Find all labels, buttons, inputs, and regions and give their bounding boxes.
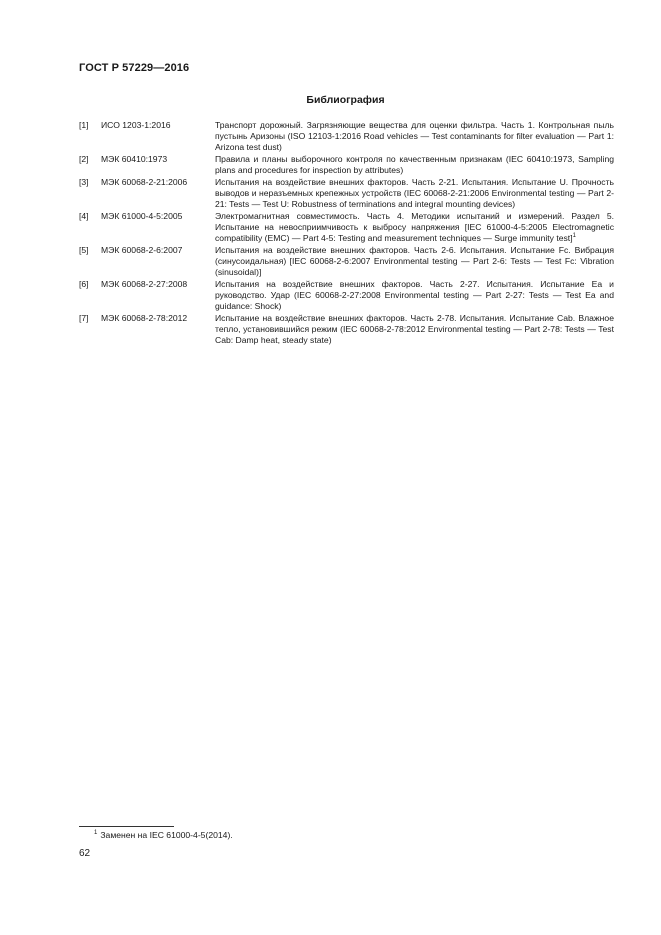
entry-number: [3] (79, 177, 89, 187)
entry-code: МЭК 60410:1973 (101, 154, 168, 164)
footnote-text: Заменен на IEC 61000-4-5(2014). (100, 830, 233, 840)
page-number: 62 (79, 848, 91, 859)
bibliography-entry (79, 279, 614, 312)
entry-text (215, 120, 614, 153)
section-title: Библиография (306, 94, 385, 106)
entry-text (215, 154, 614, 176)
entry-text-body: Испытание на воздействие внешних факторов. Часть 2-78. Испытания. Испытание Cab. Влажное тепло, установившийся режим (IEC 60068-2-78:2012 Environmental testing — Part 2-78: Tests — Test Cab: Damp heat, steady state) (215, 313, 614, 345)
entry-text-body: Испытания на воздействие внешних факторов. Часть 2-6. Испытания. Испытание Fc. Вибрация (синусоидальная) [IEC 60068-2-6:2007 Environmental testing — Part 2-6: Tests — Test Fc: Vibration (sinusoidal)] (215, 245, 614, 277)
footnote (94, 830, 233, 840)
entry-text-body: Правила и планы выборочного контроля по качественным признакам (IEC 60410:1973, Sampling plans and procedures for inspection by attributes) (215, 154, 614, 175)
entry-code: МЭК 60068-2-21:2006 (101, 177, 188, 187)
entry-text-body: Транспорт дорожный. Загрязняющие вещества для оценки фильтра. Часть 1. Контрольная пыль пустынь Аризоны (ISO 12103-1:2016 Road vehicles — Test contaminants for filter evaluation — Part 1: Arizona test dust) (215, 120, 614, 152)
entry-code: МЭК 61000-4-5:2005 (101, 211, 183, 221)
entry-code: МЭК 60068-2-78:2012 (101, 313, 188, 323)
entry-number: [2] (79, 154, 89, 164)
entry-number: [1] (79, 120, 89, 130)
entry-text (215, 279, 614, 312)
entry-text-body: Электромагнитная совместимость. Часть 4. Методики испытаний и измерений. Раздел 5. Испытание на невосприимчивость к выбросу напряжения [IEC 61000-4-5:2005 Electromagnetic compatibility (EMC) — Part 4-5: Testing and measurement techniques — Surge immunity test] (215, 211, 614, 243)
entry-code: ИСО 1203-1:2016 (101, 120, 171, 130)
entry-number: [7] (79, 313, 89, 323)
entry-text (215, 245, 614, 278)
entry-number: [5] (79, 245, 89, 255)
entry-code: МЭК 60068-2-6:2007 (101, 245, 183, 255)
footnote-marker: 1 (94, 830, 98, 837)
footnote-divider (79, 826, 174, 827)
bibliography-entry (79, 245, 614, 278)
entry-text (215, 177, 614, 210)
entry-code: МЭК 60068-2-27:2008 (101, 279, 188, 289)
bibliography-entry (79, 177, 614, 210)
bibliography-entry (79, 154, 614, 176)
bibliography-list (79, 120, 614, 347)
bibliography-entry (79, 120, 614, 153)
footnote-reference[interactable]: 1 (572, 233, 576, 240)
entry-text-body: Испытания на воздействие внешних факторов. Часть 2-21. Испытания. Испытание U. Прочность выводов и неразъемных крепежных устройств (IEC 60068-2-21:2006 Environmental testing — Part 2-21: Tests — Test U: Robustness of terminations and integral mounting devices) (215, 177, 614, 209)
entry-text (215, 313, 614, 346)
standard-id-header: ГОСТ Р 57229—2016 (79, 62, 190, 74)
entry-text-body: Испытания на воздействие внешних факторов. Часть 2-27. Испытания. Испытание Ea и руководство. Удар (IEC 60068-2-27:2008 Environmental testing — Part 2-27: Tests — Test Ea and guidance: Shock) (215, 279, 614, 311)
bibliography-entry (79, 313, 614, 346)
entry-number: [6] (79, 279, 89, 289)
entry-number: [4] (79, 211, 89, 221)
entry-text (215, 211, 614, 244)
bibliography-entry (79, 211, 614, 244)
